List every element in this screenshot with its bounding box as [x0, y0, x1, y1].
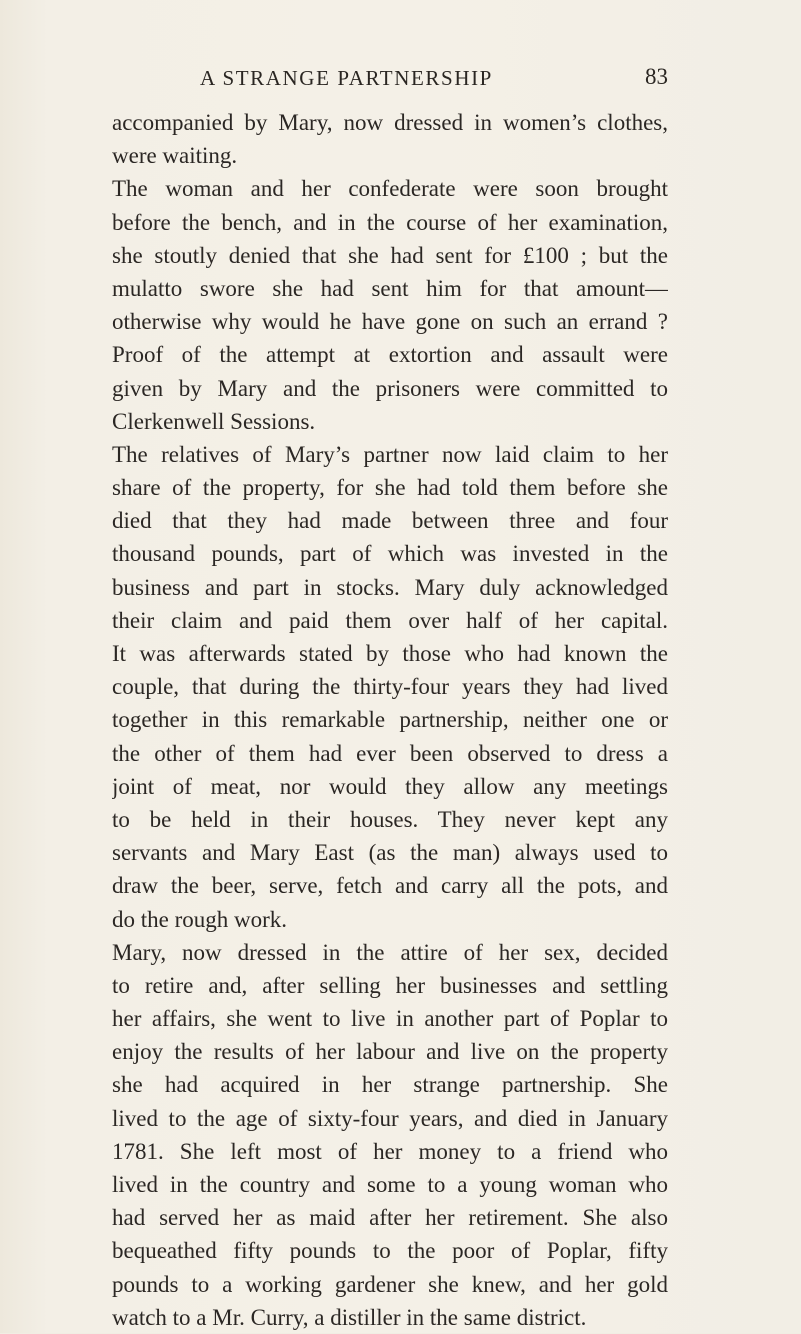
text-line: lived to the age of sixty-four years, and died in January: [112, 1105, 668, 1131]
text-line: It was afterwards stated by those who had known the: [112, 641, 668, 666]
text-line: were waiting.: [112, 143, 238, 169]
text-line: given by Mary and the prisoners were committed to: [112, 375, 668, 401]
text-line: she stoutly denied that she had sent for £100 ; but the: [112, 242, 668, 268]
text-line: servants and Mary East (as the man) always used to: [112, 840, 668, 866]
text-line: lived in the country and some to a young woman who: [112, 1172, 668, 1197]
text-line: otherwise why would he have gone on such an errand ?: [112, 309, 668, 335]
text-line: Proof of the attempt at extortion and assault were: [112, 342, 668, 368]
text-line: The woman and her confederate were soon brought: [112, 176, 668, 202]
text-line: couple, that during the thirty-four years they had lived: [112, 674, 668, 700]
text-line: to retire and, after selling her businesses and settling: [112, 972, 668, 998]
text-line: The relatives of Mary’s partner now laid claim to her: [112, 441, 668, 467]
text-line: accompanied by Mary, now dressed in women’s clothes,: [112, 110, 668, 135]
page-header: [112, 64, 668, 92]
text-line: enjoy the results of her labour and live on the property: [112, 1039, 668, 1065]
text-line: had served her as maid after her retirement. She also: [112, 1205, 668, 1231]
text-line: Mary, now dressed in the attire of her sex, decided: [112, 939, 668, 965]
text-line: the other of them had ever been observed to dress a: [112, 740, 668, 766]
text-line: pounds to a working gardener she knew, and her gold: [112, 1271, 668, 1297]
text-line: Clerkenwell Sessions.: [112, 408, 316, 434]
text-line: together in this remarkable partnership, neither one or: [112, 707, 668, 733]
running-head: A STRANGE PARTNERSHIP: [200, 66, 493, 90]
text-line: bequeathed fifty pounds to the poor of Poplar, fifty: [112, 1238, 668, 1264]
text-line: business and part in stocks. Mary duly acknowledged: [112, 574, 668, 600]
text-line: died that they had made between three and four: [112, 508, 668, 534]
text-line: her affairs, she went to live in another part of Poplar to: [112, 1006, 668, 1032]
text-line: their claim and paid them over half of her capital.: [112, 607, 668, 633]
text-line: 1781. She left most of her money to a friend who: [112, 1138, 668, 1164]
text-line: she had acquired in her strange partnership. She: [112, 1072, 668, 1098]
text-line: do the rough work.: [112, 906, 288, 932]
text-line: watch to a Mr. Curry, a distiller in the same district.: [112, 1304, 587, 1330]
text-line: joint of meat, nor would they allow any meetings: [112, 773, 668, 799]
text-line: to be held in their houses. They never kept any: [112, 806, 668, 832]
text-line: share of the property, for she had told them before she: [112, 475, 668, 501]
text-line: thousand pounds, part of which was invested in the: [112, 541, 668, 567]
text-line: draw the beer, serve, fetch and carry all the pots, and: [112, 873, 668, 899]
text-line: mulatto swore she had sent him for that amount—: [112, 275, 668, 301]
text-line: before the bench, and in the course of her examination,: [112, 209, 668, 235]
page-number: 83: [645, 64, 668, 89]
body-text: [112, 106, 668, 1334]
